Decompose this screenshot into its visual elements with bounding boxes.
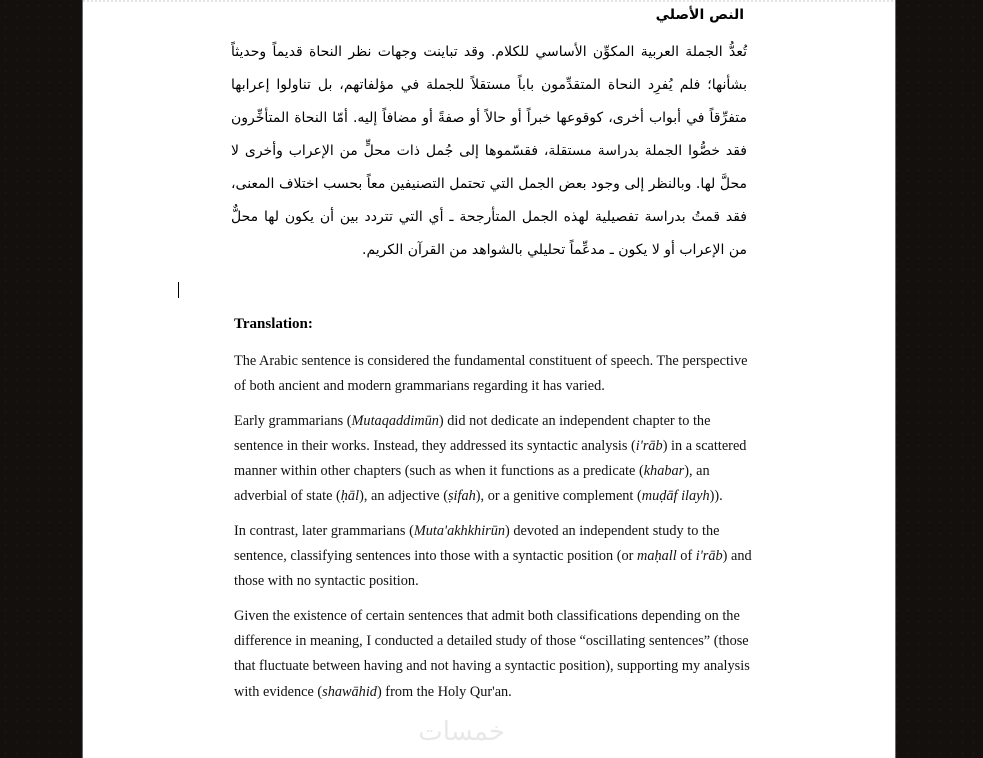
arabic-heading: النص الأصلي xyxy=(655,7,744,23)
watermark-logo: خمسات xyxy=(418,717,505,747)
transliterated-term: i'rāb xyxy=(635,437,663,454)
transliterated-term: khabar xyxy=(643,463,685,480)
document-page[interactable] xyxy=(82,0,896,758)
page-top-edge xyxy=(83,0,895,2)
text-cursor xyxy=(178,282,179,298)
translation-paragraph: Given the existence of certain sentences that admit both classifications depending on the difference in meaning, I conducted a detailed study of those “oscillating sentences” (those that fluctuate between having and not having a syntactic position), supporting my analysis with evidence (shawāhid) from the Holy Qur'an. xyxy=(234,607,750,700)
transliterated-term: Mutaqaddimūn xyxy=(351,412,439,429)
translation-paragraph: The Arabic sentence is considered the fundamental constituent of speech. The perspective of both ancient and modern grammarians regarding it has varied. xyxy=(234,353,748,395)
transliterated-term: ḥāl xyxy=(340,488,360,505)
translation-body xyxy=(234,349,754,714)
transliterated-term: Muta'akhkhirūn xyxy=(413,522,506,539)
transliterated-term: i'rāb xyxy=(695,548,723,565)
translation-paragraph: In contrast, later grammarians (Muta'akhkhirūn) devoted an independent study to the sentence, classifying sentences into those with a syntactic position (or maḥall of i'rāb) and those with no syntactic position. xyxy=(234,522,752,590)
translation-paragraph: Early grammarians (Mutaqaddimūn) did not dedicate an independent chapter to the sentence in their works. Instead, they addressed its syntactic analysis (i'rāb) in a scattered manner within other chapters (such as when it functions as a predicate (khabar), an adverbial of state (ḥāl), an adjective (ṣifah), or a genitive complement (muḍāf ilayh)). xyxy=(234,412,747,505)
transliterated-term: muḍāf ilayh xyxy=(641,488,710,505)
transliterated-term: maḥall xyxy=(637,548,677,565)
arabic-paragraph: تُعدُّ الجملة العربية المكوِّن الأساسي للكلام. وقد تباينت وجهات نظر النحاة قديماً وحديثاً بشأنها؛ فلم يُفرِد النحاة المتقدِّمون باباً مستقلاً للجملة في مؤلفاتهم، بل تناولوا إعرابها متفرِّقاً في أبواب أخرى، كوقوعها خبراً أو حالاً أو صفةً أو مضافاً إليه. أمّا النحاة المتأخِّرون فقد خصُّوا الجملة بدراسة مستقلة، فقسّموها إلى جُمل ذات محلٍّ من الإعراب وأخرى لا محلَّ لها. وبالنظر إلى وجود بعض الجمل التي تحتمل التصنيفين معاً بحسب اختلاف المعنى، فقد قمتُ بدراسة تفصيلية لهذه الجمل المتأرجحة ـ أي التي تتردد بين أن يكون لها محلٌّ من الإعراب أو لا يكون ـ مدعِّماً تحليلي بالشواهد من القرآن الكريم. xyxy=(231,44,747,258)
transliterated-term: shawāhid xyxy=(322,683,377,700)
transliterated-term: ṣifah xyxy=(447,488,476,505)
translation-heading: Translation: xyxy=(234,316,313,332)
